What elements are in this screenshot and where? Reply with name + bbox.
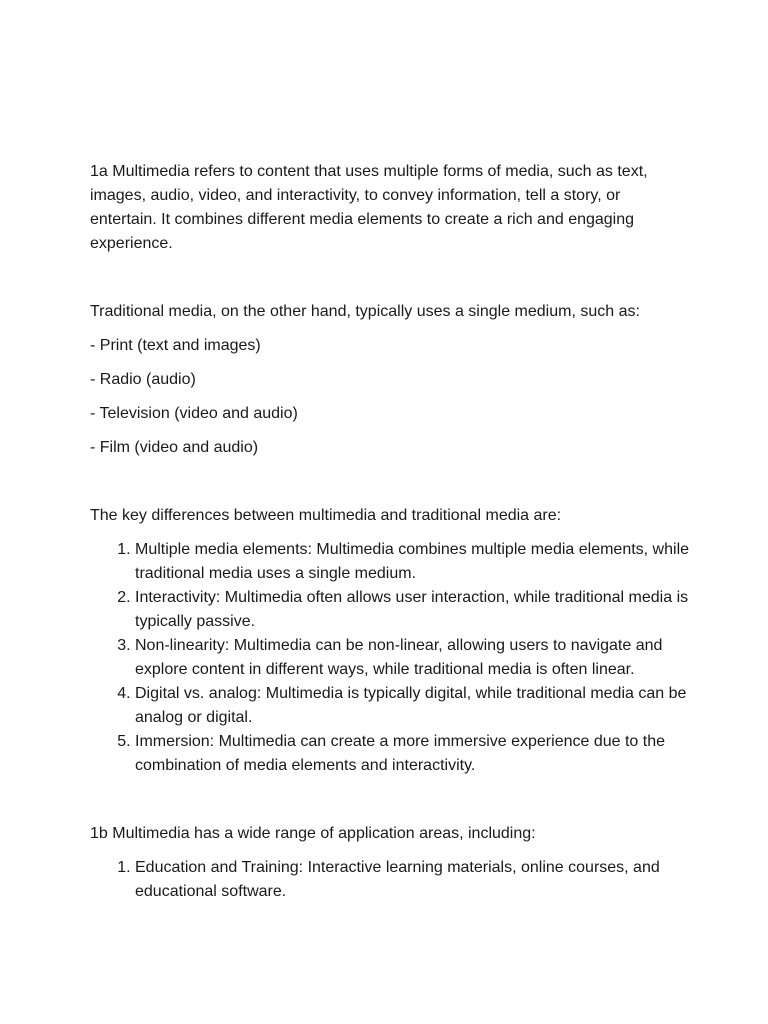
intro-paragraph: 1a Multimedia refers to content that uses multiple forms of media, such as text, images, audio, video, and interactivity, to convey information, tell a story, or entertain. It combines different media elements to create a rich and engaging experience. <box>90 163 648 252</box>
traditional-item: - Film (video and audio) <box>90 439 259 456</box>
traditional-item: - Television (video and audio) <box>90 405 298 422</box>
key-differences-list <box>90 538 690 778</box>
key-difference-item: 3. Non-linearity: Multimedia can be non-linear, allowing users to navigate and explore content in different ways, while traditional media is often linear. <box>135 634 690 682</box>
key-difference-item: 5. Immersion: Multimedia can create a more immersive experience due to the combination of media elements and interactivity. <box>135 730 690 778</box>
document-body <box>90 160 690 904</box>
key-difference-item: 4. Digital vs. analog: Multimedia is typically digital, while traditional media can be analog or digital. <box>135 682 690 730</box>
key-difference-item: 2. Interactivity: Multimedia often allows user interaction, while traditional media is typically passive. <box>135 586 690 634</box>
key-differences-heading: The key differences between multimedia and traditional media are: <box>90 507 562 524</box>
traditional-media-paragraph: Traditional media, on the other hand, typically uses a single medium, such as: <box>90 303 640 320</box>
traditional-item: - Print (text and images) <box>90 337 261 354</box>
traditional-item: - Radio (audio) <box>90 371 196 388</box>
key-difference-item: 1. Multiple media elements: Multimedia combines multiple media elements, while traditional media uses a single medium. <box>135 538 690 586</box>
applications-heading: 1b Multimedia has a wide range of application areas, including: <box>90 825 536 842</box>
applications-list <box>90 856 690 904</box>
application-item: 1. Education and Training: Interactive learning materials, online courses, and educational software. <box>135 856 690 904</box>
